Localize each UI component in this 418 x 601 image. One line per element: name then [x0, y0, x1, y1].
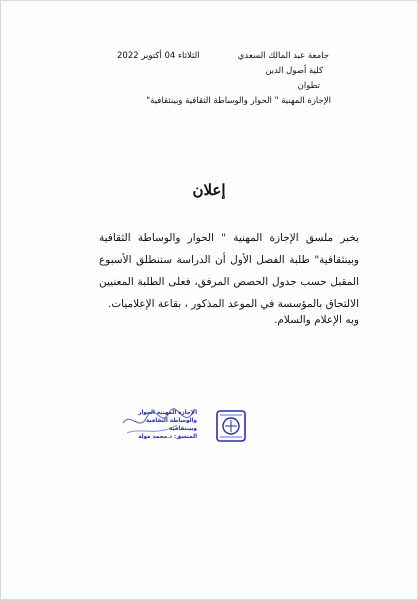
stamp-line: الإجازة المهنية الحوار: [138, 410, 197, 416]
stamp-text: [119, 409, 197, 441]
stamp-line: والوساطة الثقافية وبينثقافية: [146, 418, 197, 432]
closing-line: وبه الإعلام والسلام.: [274, 314, 359, 326]
institution-line: تطوان: [297, 81, 320, 91]
institution-line: الإجازة المهنية " الحوار والوساطة الثقافية وبينثقافية": [146, 96, 331, 106]
document-title: إعلان: [192, 181, 226, 199]
stamp-line: المنسق: د.محمد مولة: [138, 434, 197, 440]
document-date: الثلاثاء 04 أكتوبر 2022: [117, 51, 200, 61]
university-seal-icon: [213, 409, 249, 443]
institution-line: جامعة عبد المالك السعدي: [237, 51, 329, 61]
document-page: [1, 1, 417, 599]
institution-line: كلية أصول الدين: [265, 66, 323, 76]
announcement-body: يخبر ملسق الإجازة المهنية " الحوار والوساطة الثقافية وبينثقافية" طلبة الفصل الأول أن الدراسة ستنطلق الأسبوع المقبل حسب جدول الحصص المرفق، فعلى الطلبة المعنيين الالتحاق بالمؤسسة في الموعد المذكور ، بقاعة الإعلاميات.: [99, 232, 359, 310]
